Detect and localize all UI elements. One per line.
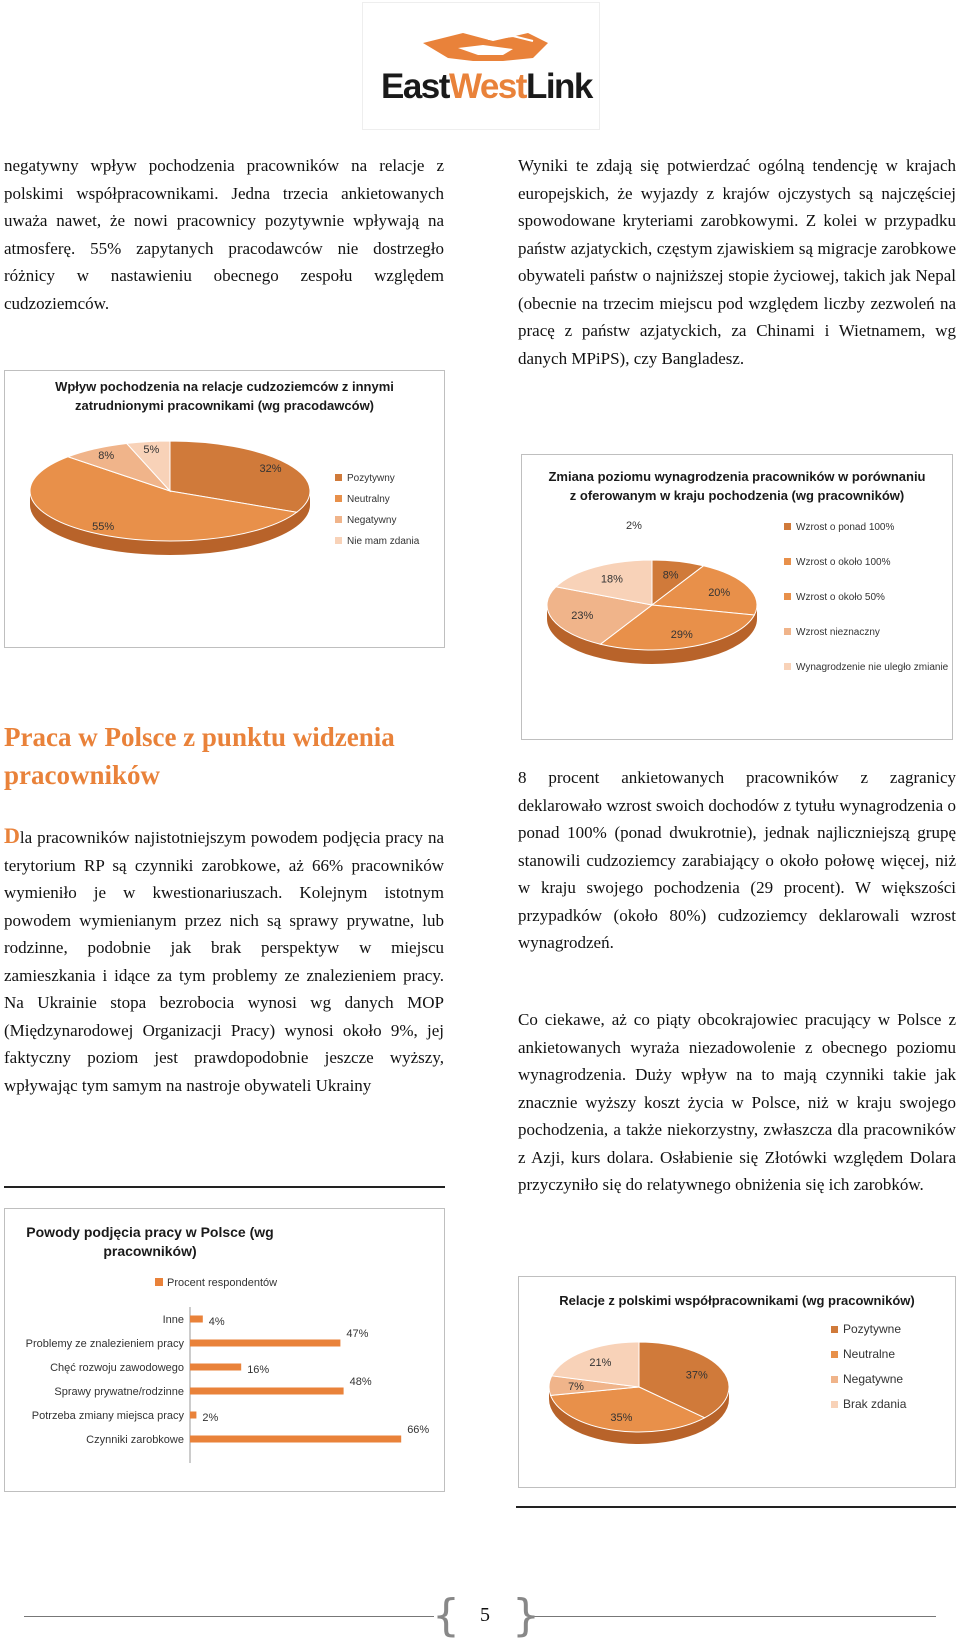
- left-mid-text: la pracowników najistotniejszym powodem podjęcia pracy na terytorium RP są czynniki zarobkowe, aż 66% pracowników wymieniło je w kwestionariuszach. Kolejnym istotnym powodem wymienianym przez nich są sprawy prywatne, lub rodzinne, podobnie jak brak perspektyw w miejscu zamieszkania i idące za tym problemy ze znalezieniem pracy. Na Ukrainie stopa bezrobocia wynosi wg danych MOP (Międzynarodowej Organizacji Pracy) wynosi około 9%, jej faktyczny poziom jest prawdopodobnie jeszcze wyższy, wpływając tym samym na nastroje obywateli Ukrainy: [4, 828, 444, 1095]
- legend-label: Wzrost o około 100%: [796, 557, 891, 568]
- bar: [190, 1340, 340, 1347]
- pie-data-label: 37%: [685, 1369, 708, 1382]
- category-label: Chęć rozwoju zawodowego: [50, 1362, 184, 1374]
- pie-data-label: 8%: [662, 569, 679, 582]
- footer-bracket-right: }: [512, 1590, 540, 1641]
- footer-bracket-left: {: [432, 1590, 460, 1641]
- bar-data-label: 4%: [208, 1316, 225, 1328]
- legend-label: Negatywny: [347, 515, 397, 526]
- legend-swatch: [831, 1326, 838, 1333]
- legend-swatch: [335, 495, 342, 502]
- pie-data-label: 29%: [670, 628, 693, 641]
- pie-data-label: 18%: [600, 573, 623, 586]
- left-top-paragraph: negatywny wpływ pochodzenia pracowników na relacje z polskimi współpracownikami. Jedna trzecia ankietowanych uważa nawet, że nowi pracownicy pozytywnie wpływają na atmosferę. 55% zapytanych pracodawców nie dostrzegło różnicy w nastawieniu obecnego zespołu względem cudzoziemców.: [4, 156, 444, 313]
- logo-text-west: West: [448, 67, 526, 106]
- page-number: 5: [480, 1604, 490, 1626]
- legend-label: Nie mam zdania: [347, 536, 420, 547]
- bar: [190, 1412, 196, 1419]
- chart-title: Zmiana poziomu wynagrodzenia pracowników w porównaniu z oferowanym w kraju pochodzenia (wg pracowników): [548, 469, 926, 503]
- right-mid-paragraph-2: Co ciekawe, aż co piąty obcokrajowiec pracujący w Polsce z ankietowanych wyraża niezadowolenie z obecnego poziomu wynagrodzenia. Duży wpływ na to mają czynniki takie jak znacznie wyższy koszt życia w Polsce, niż w kraju swojego pochodzenia, a także niekorzystny, zwłaszcza dla pracowników z Azji, kurs dolara. Osłabienie się Złotówki względem Dolara przyczyniło się do relatywnego obniżenia się ich zarobków.: [518, 1010, 956, 1194]
- bar: [190, 1388, 344, 1395]
- legend-swatch: [784, 558, 791, 565]
- chart-reasons-bar: [4, 1208, 445, 1492]
- legend-label: Pozytywny: [347, 473, 395, 484]
- legend-label: Wzrost o ponad 100%: [796, 522, 895, 533]
- chart-relations-pie: [518, 1276, 956, 1488]
- logo-text-east: East: [381, 67, 449, 106]
- category-label: Problemy ze znalezieniem pracy: [25, 1338, 184, 1350]
- pie-data-label: 35%: [610, 1412, 633, 1425]
- pie-data-label: 8%: [98, 450, 115, 463]
- legend-label: Wynagrodzenie nie uległo zmianie: [796, 662, 949, 673]
- right-mid-paragraph-1: 8 procent ankietowanych pracowników z zagranicy deklarowało wzrost swoich dochodów z tytułu wynagrodzenia o ponad 100% (ponad dwukrotnie), jednak najliczniejszą grupę stanowili cudzoziemcy zarabiający o około połowę więcej, niż w kraju swojego pochodzenia (29 procent). W większości przypadków (około 80%) cudzoziemcy deklarowali wzrost wynagrodzeń.: [518, 768, 956, 952]
- bar-data-label: 47%: [346, 1328, 369, 1340]
- pie-data-label: 55%: [92, 521, 115, 534]
- pie-data-label: 7%: [568, 1381, 584, 1394]
- left-mid-paragraph: [4, 822, 444, 1099]
- legend-swatch: [335, 474, 342, 481]
- divider: [4, 1186, 445, 1188]
- legend-label: Wzrost o około 50%: [796, 592, 885, 603]
- right-top-paragraph: Wyniki te zdają się potwierdzać ogólną tendencję w krajach europejskich, że wyjazdy z krajów ojczystych są najczęściej spowodowane kryteriami zarobkowymi. Z kolei w przypadku państw azjatyckich, częstym zjawiskiem są migracje zarobkowe obywateli państw o najniższej stopie życiowej, takich jak Nepal (obecnie na trzecim miejscu pod względem liczby zezwoleń na pracę z państw azjatyckich, za Chinami i Wietnamem, wg danych MPiPS), czy Bangladesz.: [518, 156, 956, 368]
- legend-label: Neutralne: [843, 1347, 896, 1361]
- bar-chart: [5, 1209, 446, 1493]
- chart-title: Relacje z polskimi współpracownikami (wg pracowników): [559, 1293, 915, 1308]
- legend-label: Procent respondentów: [167, 1277, 278, 1289]
- chart-salary-pie: [521, 454, 953, 740]
- legend-swatch: [831, 1401, 838, 1408]
- pie-chart: [5, 371, 446, 649]
- pie-data-label: 20%: [708, 587, 731, 600]
- chart-employer-pie: [4, 370, 445, 648]
- legend-label: Negatywne: [843, 1372, 904, 1386]
- logo: [362, 2, 600, 130]
- legend-label: Pozytywne: [843, 1322, 902, 1336]
- dropcap: D: [4, 823, 20, 848]
- pie-chart: [519, 1277, 957, 1489]
- pie-data-label: 23%: [571, 609, 594, 622]
- legend-swatch: [335, 516, 342, 523]
- divider: [516, 1506, 956, 1508]
- category-label: Potrzeba zmiany miejsca pracy: [31, 1410, 184, 1422]
- bar-data-label: 16%: [247, 1364, 270, 1376]
- bar-data-label: 2%: [202, 1412, 219, 1424]
- bar-data-label: 48%: [349, 1376, 372, 1388]
- legend-label: Brak zdania: [843, 1397, 907, 1411]
- bar: [190, 1364, 241, 1371]
- legend-label: Wzrost nieznaczny: [796, 627, 880, 638]
- footer-line-right: [530, 1616, 936, 1617]
- category-label: Sprawy prywatne/rodzinne: [54, 1386, 184, 1398]
- pie-data-label: 21%: [589, 1357, 612, 1370]
- bar-data-label: 66%: [407, 1424, 430, 1436]
- footer-line-left: [24, 1616, 434, 1617]
- legend-swatch: [831, 1376, 838, 1383]
- legend-swatch: [335, 537, 342, 544]
- chart-title: Powody podjęcia pracy w Polsce (wg pracowników): [26, 1224, 274, 1259]
- chart-title: Wpływ pochodzenia na relacje cudzoziemców z innymi zatrudnionymi pracownikami (wg pracodawców): [55, 379, 394, 413]
- handshake-icon: [363, 3, 599, 129]
- section-heading: Praca w Polsce z punktu widzenia pracowników: [4, 722, 395, 790]
- category-label: Inne: [162, 1314, 184, 1326]
- legend-swatch: [784, 663, 791, 670]
- category-label: Czynniki zarobkowe: [86, 1434, 184, 1446]
- bar: [190, 1436, 401, 1443]
- pie-data-label: 32%: [259, 463, 282, 476]
- legend-label: Neutralny: [347, 494, 390, 505]
- bar: [190, 1316, 203, 1323]
- legend-swatch: [784, 523, 791, 530]
- logo-text-link: Link: [525, 67, 592, 106]
- legend-swatch: [784, 628, 791, 635]
- pie-chart: [522, 455, 954, 741]
- legend-swatch: [784, 593, 791, 600]
- pie-data-label: 2%: [626, 520, 642, 532]
- legend-swatch: [155, 1278, 163, 1286]
- pie-data-label: 5%: [143, 444, 160, 457]
- legend-swatch: [831, 1351, 838, 1358]
